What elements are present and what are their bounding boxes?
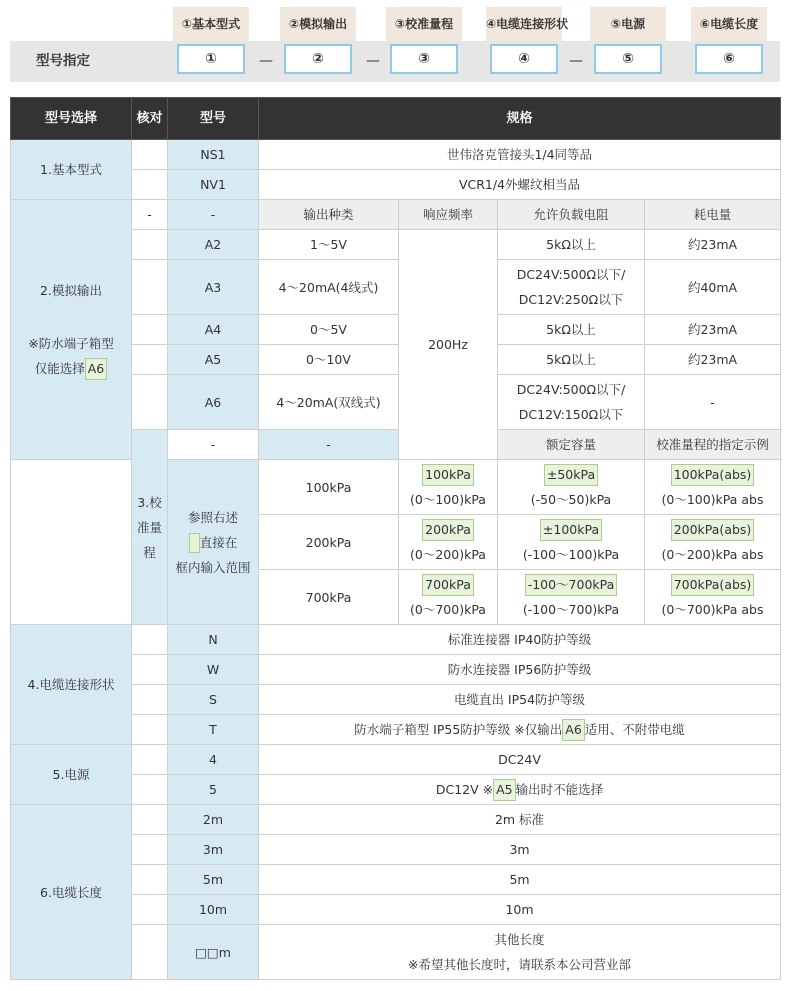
example-line xyxy=(501,572,641,597)
example-line xyxy=(402,572,494,597)
check-cell[interactable] xyxy=(132,805,168,835)
load-line: DC24V:500Ω以下/ xyxy=(516,267,626,282)
model-code: W xyxy=(168,655,259,685)
load-resistance: 5kΩ以上 xyxy=(498,345,645,375)
calibration-example xyxy=(498,515,645,570)
model-code: A3 xyxy=(168,260,259,315)
check-cell[interactable] xyxy=(132,315,168,345)
spec-head-cable-connection: ④电缆连接形状 xyxy=(486,7,562,41)
load-line: DC24V:500Ω以下/ xyxy=(516,382,626,397)
check-cell[interactable] xyxy=(132,835,168,865)
spec-text xyxy=(259,925,781,980)
table-row xyxy=(11,625,781,655)
spec-text-part: 输出时不能选择 xyxy=(515,782,604,797)
model-code: 5m xyxy=(168,865,259,895)
model-code: - xyxy=(259,430,399,460)
model-code: A5 xyxy=(168,345,259,375)
spec-text: 5m xyxy=(259,865,781,895)
spec-text: 防水连接器 IP56防护等级 xyxy=(259,655,781,685)
spec-text: VCR1/4外螺纹相当品 xyxy=(259,170,781,200)
highlight-tag: A5 xyxy=(493,779,516,801)
table-row xyxy=(11,745,781,775)
section-title-cable-connection: 4.电缆连接形状 xyxy=(11,625,132,745)
note-line: 框内输入范围 xyxy=(175,559,251,575)
model-code: A6 xyxy=(168,375,259,430)
table-row xyxy=(11,140,781,170)
highlight-tag: A6 xyxy=(85,358,108,380)
example-tag: 200kPa(abs) xyxy=(671,519,755,541)
model-code: - xyxy=(168,200,259,230)
spacer xyxy=(14,303,128,331)
spec-text: 世伟洛克管接头1/4同等品 xyxy=(259,140,781,170)
table-header-row xyxy=(11,98,781,140)
input-box-sample xyxy=(189,533,200,553)
check-cell[interactable] xyxy=(132,260,168,315)
subheader-rated-capacity: 额定容量 xyxy=(498,430,645,460)
example-line xyxy=(648,462,777,487)
model-code: □□m xyxy=(168,925,259,980)
check-cell[interactable] xyxy=(132,140,168,170)
output-type: 4～20mA(双线式) xyxy=(259,375,399,430)
model-code: NS1 xyxy=(168,140,259,170)
example-tag: ±50kPa xyxy=(544,464,598,486)
model-code: NV1 xyxy=(168,170,259,200)
spec-text: 10m xyxy=(259,895,781,925)
model-code: N xyxy=(168,625,259,655)
check-cell[interactable] xyxy=(132,745,168,775)
section-title-analog-output xyxy=(11,200,132,460)
model-code: 3m xyxy=(168,835,259,865)
spec-head-power: ⑤电源 xyxy=(590,7,666,41)
spec-text: DC24V xyxy=(259,745,781,775)
model-range-input-note xyxy=(168,460,259,625)
calibration-example xyxy=(399,515,498,570)
table-row xyxy=(11,200,781,230)
spec-text: 电缆直出 IP54防护等级 xyxy=(259,685,781,715)
output-type: 0～10V xyxy=(259,345,399,375)
check-cell[interactable] xyxy=(132,625,168,655)
model-code: T xyxy=(168,715,259,745)
check-cell[interactable] xyxy=(132,230,168,260)
example-tag: 200kPa xyxy=(422,519,474,541)
model-code: 2m xyxy=(168,805,259,835)
spec-box-3[interactable]: ③ xyxy=(390,44,458,74)
spec-dash-2: — xyxy=(366,53,380,69)
example-range: (-50～50)kPa xyxy=(530,492,612,507)
spec-col-1 xyxy=(173,7,249,67)
header-check: 核对 xyxy=(132,98,168,140)
check-cell[interactable] xyxy=(11,460,132,625)
check-cell[interactable] xyxy=(132,375,168,430)
calibration-example xyxy=(645,515,781,570)
rated-capacity: 700kPa xyxy=(259,570,399,625)
spec-line: 其他长度 xyxy=(494,932,545,947)
check-cell[interactable] xyxy=(132,865,168,895)
example-line xyxy=(402,517,494,542)
spec-text-part: 适用、不附带电缆 xyxy=(584,722,685,737)
spec-dash-3: — xyxy=(569,53,583,69)
load-resistance xyxy=(498,375,645,430)
section-title-power: 5.电源 xyxy=(11,745,132,805)
check-cell[interactable] xyxy=(132,775,168,805)
calibration-example xyxy=(645,460,781,515)
model-code: 5 xyxy=(168,775,259,805)
output-type: 0～5V xyxy=(259,315,399,345)
header-spec: 规格 xyxy=(259,98,781,140)
check-cell[interactable] xyxy=(132,895,168,925)
power-consumption: - xyxy=(645,375,781,430)
power-consumption: 约40mA xyxy=(645,260,781,315)
spec-box-6[interactable]: ⑥ xyxy=(695,44,763,74)
spec-text xyxy=(259,715,781,745)
spec-box-2[interactable]: ② xyxy=(284,44,352,74)
header-model-select: 型号选择 xyxy=(11,98,132,140)
subheader-load-resistance: 允许负载电阻 xyxy=(498,200,645,230)
load-resistance: 5kΩ以上 xyxy=(498,315,645,345)
response-frequency: 200Hz xyxy=(399,230,498,460)
example-range: (0～700)kPa abs xyxy=(661,602,764,617)
example-range: (0～200)kPa xyxy=(410,547,486,562)
section-title-text: 2.模拟输出 xyxy=(40,283,102,298)
model-code: S xyxy=(168,685,259,715)
spec-col-2 xyxy=(280,7,356,67)
model-code: 4 xyxy=(168,745,259,775)
spec-col-5 xyxy=(590,7,666,67)
spec-col-4 xyxy=(486,7,569,67)
note-line: 参照右述 xyxy=(187,509,238,525)
note-line xyxy=(171,530,255,555)
spec-box-1[interactable]: ① xyxy=(177,44,245,74)
calibration-example xyxy=(399,460,498,515)
example-range: (0～200)kPa abs xyxy=(661,547,764,562)
example-range: (0～100)kPa xyxy=(410,492,486,507)
example-range: (0～100)kPa abs xyxy=(661,492,764,507)
spec-text-part: DC12V ※ xyxy=(435,782,494,797)
highlight-tag: A6 xyxy=(562,719,585,741)
spec-head-calibration-range: ③校准量程 xyxy=(386,7,462,41)
example-line xyxy=(501,517,641,542)
spec-head-basic-type: ①基本型式 xyxy=(173,7,249,41)
section-note-line xyxy=(14,356,128,381)
example-line xyxy=(648,517,777,542)
spec-head-cable-length: ⑥电缆长度 xyxy=(691,7,767,41)
example-tag: -100～700kPa xyxy=(525,574,618,596)
spec-line: ※希望其他长度时，请联系本公司营业部 xyxy=(408,957,631,972)
power-consumption: 约23mA xyxy=(645,315,781,345)
model-code: A4 xyxy=(168,315,259,345)
check-cell[interactable] xyxy=(132,685,168,715)
check-cell[interactable] xyxy=(132,925,168,980)
section-title-basic-type: 1.基本型式 xyxy=(11,140,132,200)
calibration-example xyxy=(498,460,645,515)
example-tag: 700kPa xyxy=(422,574,474,596)
table-row xyxy=(11,805,781,835)
example-line xyxy=(501,462,641,487)
spec-title: 型号指定 xyxy=(36,53,90,69)
load-resistance xyxy=(498,260,645,315)
power-consumption: 约23mA xyxy=(645,230,781,260)
section-title-cable-length: 6.电缆长度 xyxy=(11,805,132,980)
example-line xyxy=(402,462,494,487)
example-tag: ±100kPa xyxy=(540,519,602,541)
header-model: 型号 xyxy=(168,98,259,140)
spec-head-analog-output: ②模拟输出 xyxy=(280,7,356,41)
spec-col-6 xyxy=(691,7,767,67)
spec-text xyxy=(259,775,781,805)
calibration-example xyxy=(645,570,781,625)
spec-box-4[interactable]: ④ xyxy=(490,44,558,74)
example-range: (0～700)kPa xyxy=(410,602,486,617)
example-line xyxy=(648,572,777,597)
model-code: 10m xyxy=(168,895,259,925)
section-note: 仅能选择 xyxy=(34,361,85,376)
example-tag: 100kPa xyxy=(422,464,474,486)
calibration-example xyxy=(498,570,645,625)
rated-capacity: 200kPa xyxy=(259,515,399,570)
spec-col-3 xyxy=(386,7,462,67)
output-type: 4～20mA(4线式) xyxy=(259,260,399,315)
subheader-response-freq: 响应频率 xyxy=(399,200,498,230)
spec-text: 标准连接器 IP40防护等级 xyxy=(259,625,781,655)
check-cell[interactable] xyxy=(132,655,168,685)
table-row xyxy=(11,460,781,515)
subheader-output-type: 输出种类 xyxy=(259,200,399,230)
check-cell: - xyxy=(132,200,168,230)
example-tag: 700kPa(abs) xyxy=(671,574,755,596)
load-line: DC12V:150Ω以下 xyxy=(518,407,624,422)
spec-box-5[interactable]: ⑤ xyxy=(594,44,662,74)
calibration-example xyxy=(399,570,498,625)
subheader-calibration-example: 校准量程的指定示例 xyxy=(645,430,781,460)
note-text: 直接在 xyxy=(199,534,238,550)
spec-table xyxy=(10,97,781,980)
rated-capacity: 100kPa xyxy=(259,460,399,515)
example-range: (-100～100)kPa xyxy=(522,547,620,562)
section-title-calibration-range: 3.校准量程 xyxy=(132,430,168,625)
example-range: (-100～700)kPa xyxy=(522,602,620,617)
model-code: A2 xyxy=(168,230,259,260)
output-type: 1～5V xyxy=(259,230,399,260)
check-cell: - xyxy=(168,430,259,460)
check-cell[interactable] xyxy=(132,345,168,375)
spec-text: 2m 标准 xyxy=(259,805,781,835)
load-resistance: 5kΩ以上 xyxy=(498,230,645,260)
spec-text: 3m xyxy=(259,835,781,865)
check-cell[interactable] xyxy=(132,715,168,745)
spec-dash-1: — xyxy=(259,53,273,69)
model-spec-bar xyxy=(10,7,780,76)
spec-text-part: 防水端子箱型 IP55防护等级 ※仅输出 xyxy=(354,722,563,737)
example-tag: 100kPa(abs) xyxy=(671,464,755,486)
check-cell[interactable] xyxy=(132,170,168,200)
subheader-power-consumption: 耗电量 xyxy=(645,200,781,230)
load-line: DC12V:250Ω以下 xyxy=(518,292,624,307)
section-note: ※防水端子箱型 xyxy=(28,336,114,351)
power-consumption: 约23mA xyxy=(645,345,781,375)
